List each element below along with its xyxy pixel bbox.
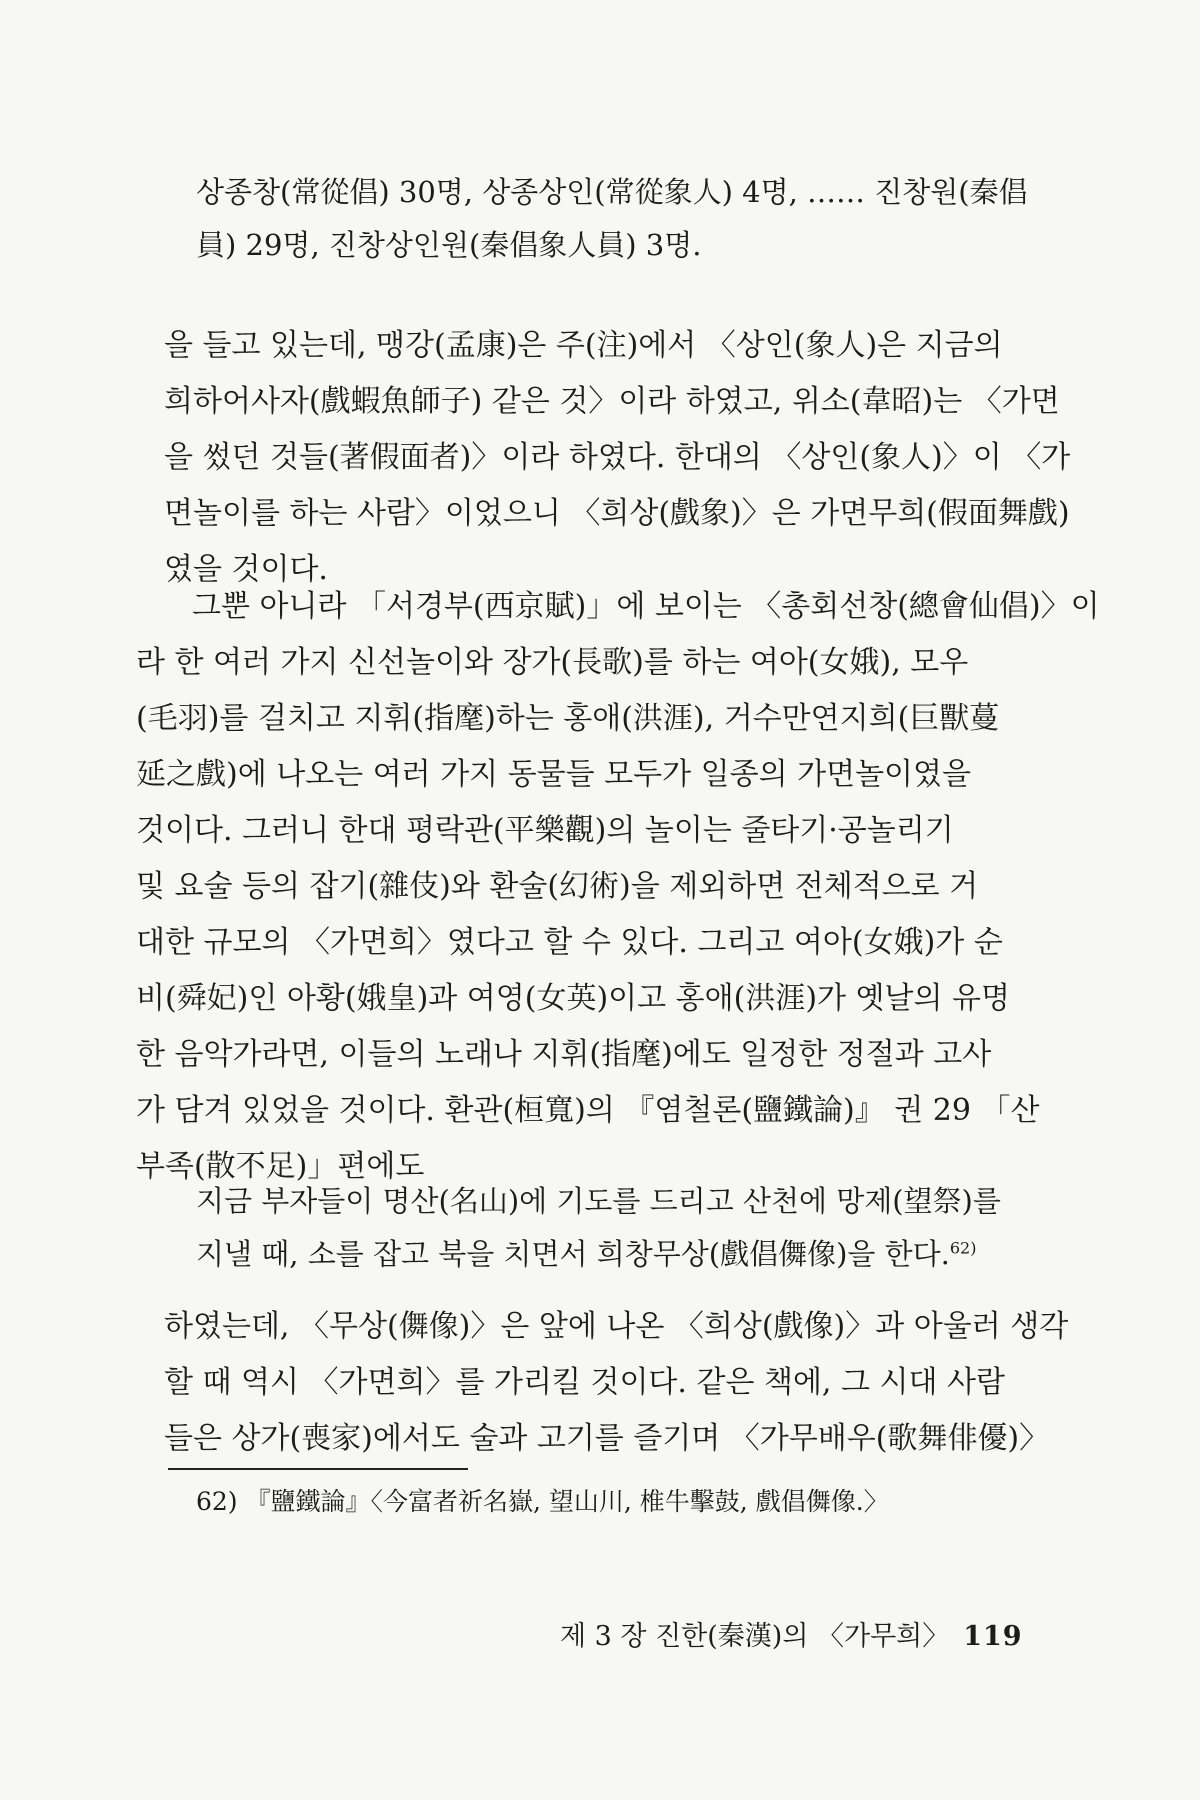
running-title: 제 3 장 진한(秦漢)의 〈가무희〉 (560, 1621, 950, 1652)
block-quote-2 (196, 1175, 1026, 1281)
text-line: (毛羽)를 걸치고 지휘(指麾)하는 홍애(洪涯), 거수만연지희(巨獸蔓 (136, 701, 1000, 736)
paragraph-3 (164, 1299, 1069, 1467)
text-line: 및 요술 등의 잡기(雜伎)와 환술(幻術)을 제외하면 전체적으로 거 (136, 869, 979, 904)
text-line: 한 음악가라면, 이들의 노래나 지휘(指麾)에도 일정한 정절과 고사 (136, 1037, 992, 1072)
footnote-reference: 62) (949, 1238, 977, 1258)
paragraph-1 (164, 318, 1071, 598)
text-line: 할 때 역시 〈가면희〉를 가리킬 것이다. 같은 책에, 그 시대 사람 (164, 1365, 1005, 1400)
paragraph-2 (136, 579, 1100, 1195)
text-line: 것이다. 그러니 한대 평락관(平樂觀)의 놀이는 줄타기·공놀리기 (136, 813, 954, 848)
footnote: 62) 『鹽鐵論』〈今富者祈名嶽, 望山川, 椎牛擊鼓, 戲倡儛像.〉 (196, 1487, 889, 1516)
text-line: 라 한 여러 가지 신선놀이와 장가(長歌)를 하는 여아(女娥), 모우 (136, 645, 969, 680)
text-line: 하였는데, 〈무상(儛像)〉은 앞에 나온 〈희상(戲像)〉과 아울러 생각 (164, 1309, 1069, 1344)
text-line: 부족(散不足)」편에도 (136, 1149, 425, 1184)
quote-line-text: 지낼 때, 소를 잡고 북을 치면서 희창무상(戲倡儛像)을 한다. (196, 1237, 950, 1271)
text-line: 대한 규모의 〈가면희〉였다고 할 수 있다. 그리고 여아(女娥)가 순 (136, 925, 1003, 960)
text-line: 희하어사자(戲蝦魚師子) 같은 것〉이라 하였고, 위소(韋昭)는 〈가면 (164, 384, 1060, 419)
text-line: 면놀이를 하는 사람〉이었으니 〈희상(戲象)〉은 가면무희(假面舞戲) (164, 496, 1070, 531)
text-line: 을 썼던 것들(著假面者)〉이라 하였다. 한대의 〈상인(象人)〉이 〈가 (164, 440, 1071, 475)
block-quote-1 (196, 166, 1026, 272)
page-number: 119 (963, 1621, 1023, 1652)
quote-line: 지금 부자들이 명산(名山)에 기도를 드리고 산천에 망제(望祭)를 (196, 1184, 1001, 1218)
text-line: 을 들고 있는데, 맹강(孟康)은 주(注)에서 〈상인(象人)은 지금의 (164, 328, 1003, 363)
quote-line: 員) 29명, 진창상인원(秦倡象人員) 3명. (196, 228, 702, 262)
text-line: 였을 것이다. (164, 552, 328, 587)
text-line: 들은 상가(喪家)에서도 술과 고기를 즐기며 〈가무배우(歌舞俳優)〉 (164, 1421, 1050, 1456)
text-line: 延之戲)에 나오는 여러 가지 동물들 모두가 일종의 가면놀이였을 (136, 757, 971, 792)
footnote-divider (168, 1468, 468, 1470)
running-footer (560, 1617, 1023, 1657)
text-line: 그뿐 아니라 「서경부(西京賦)」에 보이는 〈총회선창(總會仙倡)〉이 (192, 589, 1100, 624)
text-line: 가 담겨 있었을 것이다. 환관(桓寬)의 『염철론(鹽鐵論)』 권 29 「산 (136, 1093, 1040, 1128)
quote-line: 상종창(常從倡) 30명, 상종상인(常從象人) 4명, …… 진창원(秦倡 (196, 175, 1028, 209)
text-line: 비(舜妃)인 아황(娥皇)과 여영(女英)이고 홍애(洪涯)가 옛날의 유명 (136, 981, 1010, 1016)
quote-line (196, 1228, 1026, 1281)
